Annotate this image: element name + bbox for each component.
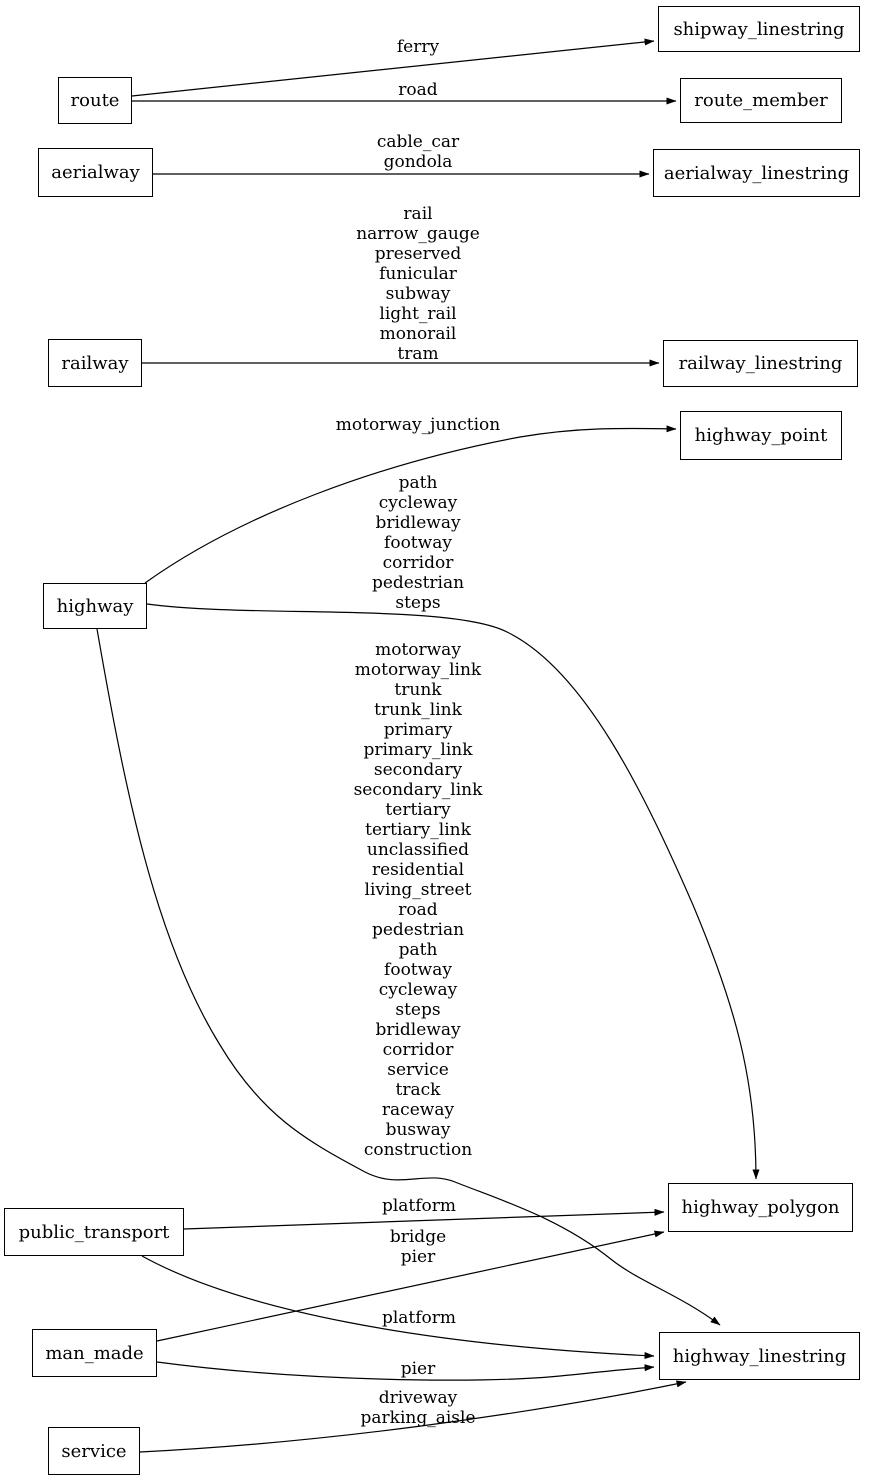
edge-label-man_made-to-highway_linestring: [401, 1359, 436, 1379]
edge-label-line: living_street: [364, 880, 472, 900]
node-railway_linestring: [663, 340, 858, 387]
edge-label-line: path: [398, 940, 438, 960]
node-label: aerialway: [51, 162, 140, 183]
edge-label-line: corridor: [382, 553, 454, 573]
edge-label-line: tertiary_link: [365, 820, 471, 840]
edge-label-public_transport-to-highway_polygon: [382, 1196, 456, 1216]
edge-label-line: rail: [403, 204, 433, 224]
edge-label-line: raceway: [381, 1100, 455, 1120]
node-label: public_transport: [18, 1221, 170, 1243]
edge-label-line: steps: [395, 593, 441, 613]
edge-label-line: narrow_gauge: [356, 224, 480, 244]
edge-label-line: funicular: [379, 264, 457, 284]
node-route: [58, 77, 132, 124]
edge-label-line: construction: [363, 1140, 473, 1160]
edge-label-line: road: [398, 900, 438, 920]
node-label: shipway_linestring: [673, 18, 845, 40]
edge-label-line: light_rail: [379, 304, 457, 324]
edge-label-line: bridleway: [375, 513, 461, 533]
edge-label-line: driveway: [378, 1388, 458, 1408]
edge-label-route-to-route_member: [398, 80, 437, 100]
node-service: [48, 1427, 140, 1475]
edge-label-line: preserved: [374, 244, 462, 264]
node-label: route: [70, 90, 120, 111]
edge-label-line: pedestrian: [371, 920, 465, 940]
edge-label-line: bridge: [389, 1227, 447, 1247]
node-label: man_made: [45, 1342, 144, 1364]
edge-label-line: monorail: [379, 324, 457, 344]
node-aerialway: [38, 148, 153, 197]
edge-label-man_made-to-highway_polygon: [390, 1227, 446, 1267]
edge-label-line: pier: [400, 1247, 436, 1267]
node-aerialway_linestring: [653, 149, 860, 197]
edge-label-line: cable_car: [376, 132, 460, 152]
edge-label-line: ferry: [396, 37, 440, 57]
edge-label-line: pier: [400, 1359, 436, 1379]
edge-label-line: motorway: [375, 640, 461, 660]
edge-label-line: corridor: [382, 1040, 454, 1060]
edge-label-line: unclassified: [366, 840, 470, 860]
edge-label-line: gondola: [383, 152, 453, 172]
node-highway: [43, 583, 147, 629]
node-public_transport: [4, 1208, 184, 1256]
node-route_member: [680, 78, 842, 123]
node-label: highway: [56, 595, 134, 617]
edge-label-line: cycleway: [378, 493, 458, 513]
node-shipway_linestring: [658, 6, 860, 52]
edge-label-highway-to-highway_point: [336, 415, 500, 435]
edge-label-line: track: [395, 1080, 441, 1100]
edge-label-aerialway-to-aerialway_linestring: [377, 132, 459, 172]
edge-label-line: footway: [384, 533, 452, 553]
edge-label-line: busway: [385, 1120, 451, 1140]
edge-label-line: secondary: [373, 760, 463, 780]
node-label: highway_point: [694, 425, 828, 446]
node-man_made: [32, 1329, 157, 1377]
edge-label-line: pedestrian: [371, 573, 465, 593]
edge-label-line: residential: [371, 860, 465, 880]
edge-label-line: tertiary: [385, 800, 451, 820]
edge-label-line: trunk_link: [374, 700, 462, 720]
edge-label-line: cycleway: [378, 980, 458, 1000]
edge-label-line: bridleway: [375, 1020, 461, 1040]
edge-label-line: platform: [381, 1196, 457, 1216]
edge-label-highway-to-highway_linestring: [354, 640, 483, 1160]
edge-label-line: secondary_link: [353, 780, 483, 800]
edge-label-public_transport-to-highway_linestring: [382, 1308, 456, 1328]
edge-label-line: road: [398, 80, 438, 100]
edge-label-line: parking_aisle: [360, 1408, 476, 1428]
edge-label-line: steps: [395, 1000, 441, 1020]
edge-label-highway-to-highway_polygon: [372, 473, 464, 613]
edge-label-line: primary_link: [363, 740, 473, 760]
edge-label-route-to-shipway_linestring: [397, 37, 439, 57]
node-label: railway: [61, 352, 129, 374]
node-label: railway_linestring: [678, 353, 843, 374]
edge-public_transport-to-highway_linestring: [142, 1256, 654, 1356]
node-highway_linestring: [659, 1332, 860, 1380]
edge-label-line: trunk: [394, 680, 442, 700]
node-highway_point: [680, 411, 842, 460]
edge-label-line: subway: [385, 284, 451, 304]
edge-label-line: path: [398, 473, 438, 493]
node-label: route_member: [694, 90, 828, 111]
node-label: highway_polygon: [681, 1197, 840, 1218]
node-label: service: [61, 1440, 127, 1462]
node-label: highway_linestring: [672, 1345, 847, 1367]
edge-label-line: tram: [397, 344, 439, 364]
edge-route-to-shipway_linestring: [132, 41, 654, 96]
edge-label-line: platform: [381, 1308, 457, 1328]
node-label: aerialway_linestring: [663, 162, 850, 184]
node-highway_polygon: [668, 1183, 853, 1232]
node-railway: [48, 339, 142, 387]
edge-label-line: motorway_link: [354, 660, 482, 680]
edge-label-service-to-highway_linestring: [360, 1388, 475, 1428]
edge-label-line: service: [387, 1060, 449, 1080]
edge-label-railway-to-railway_linestring: [356, 204, 480, 364]
edge-label-line: motorway_junction: [335, 415, 501, 435]
edge-label-line: primary: [383, 720, 453, 740]
edge-label-line: footway: [384, 960, 452, 980]
